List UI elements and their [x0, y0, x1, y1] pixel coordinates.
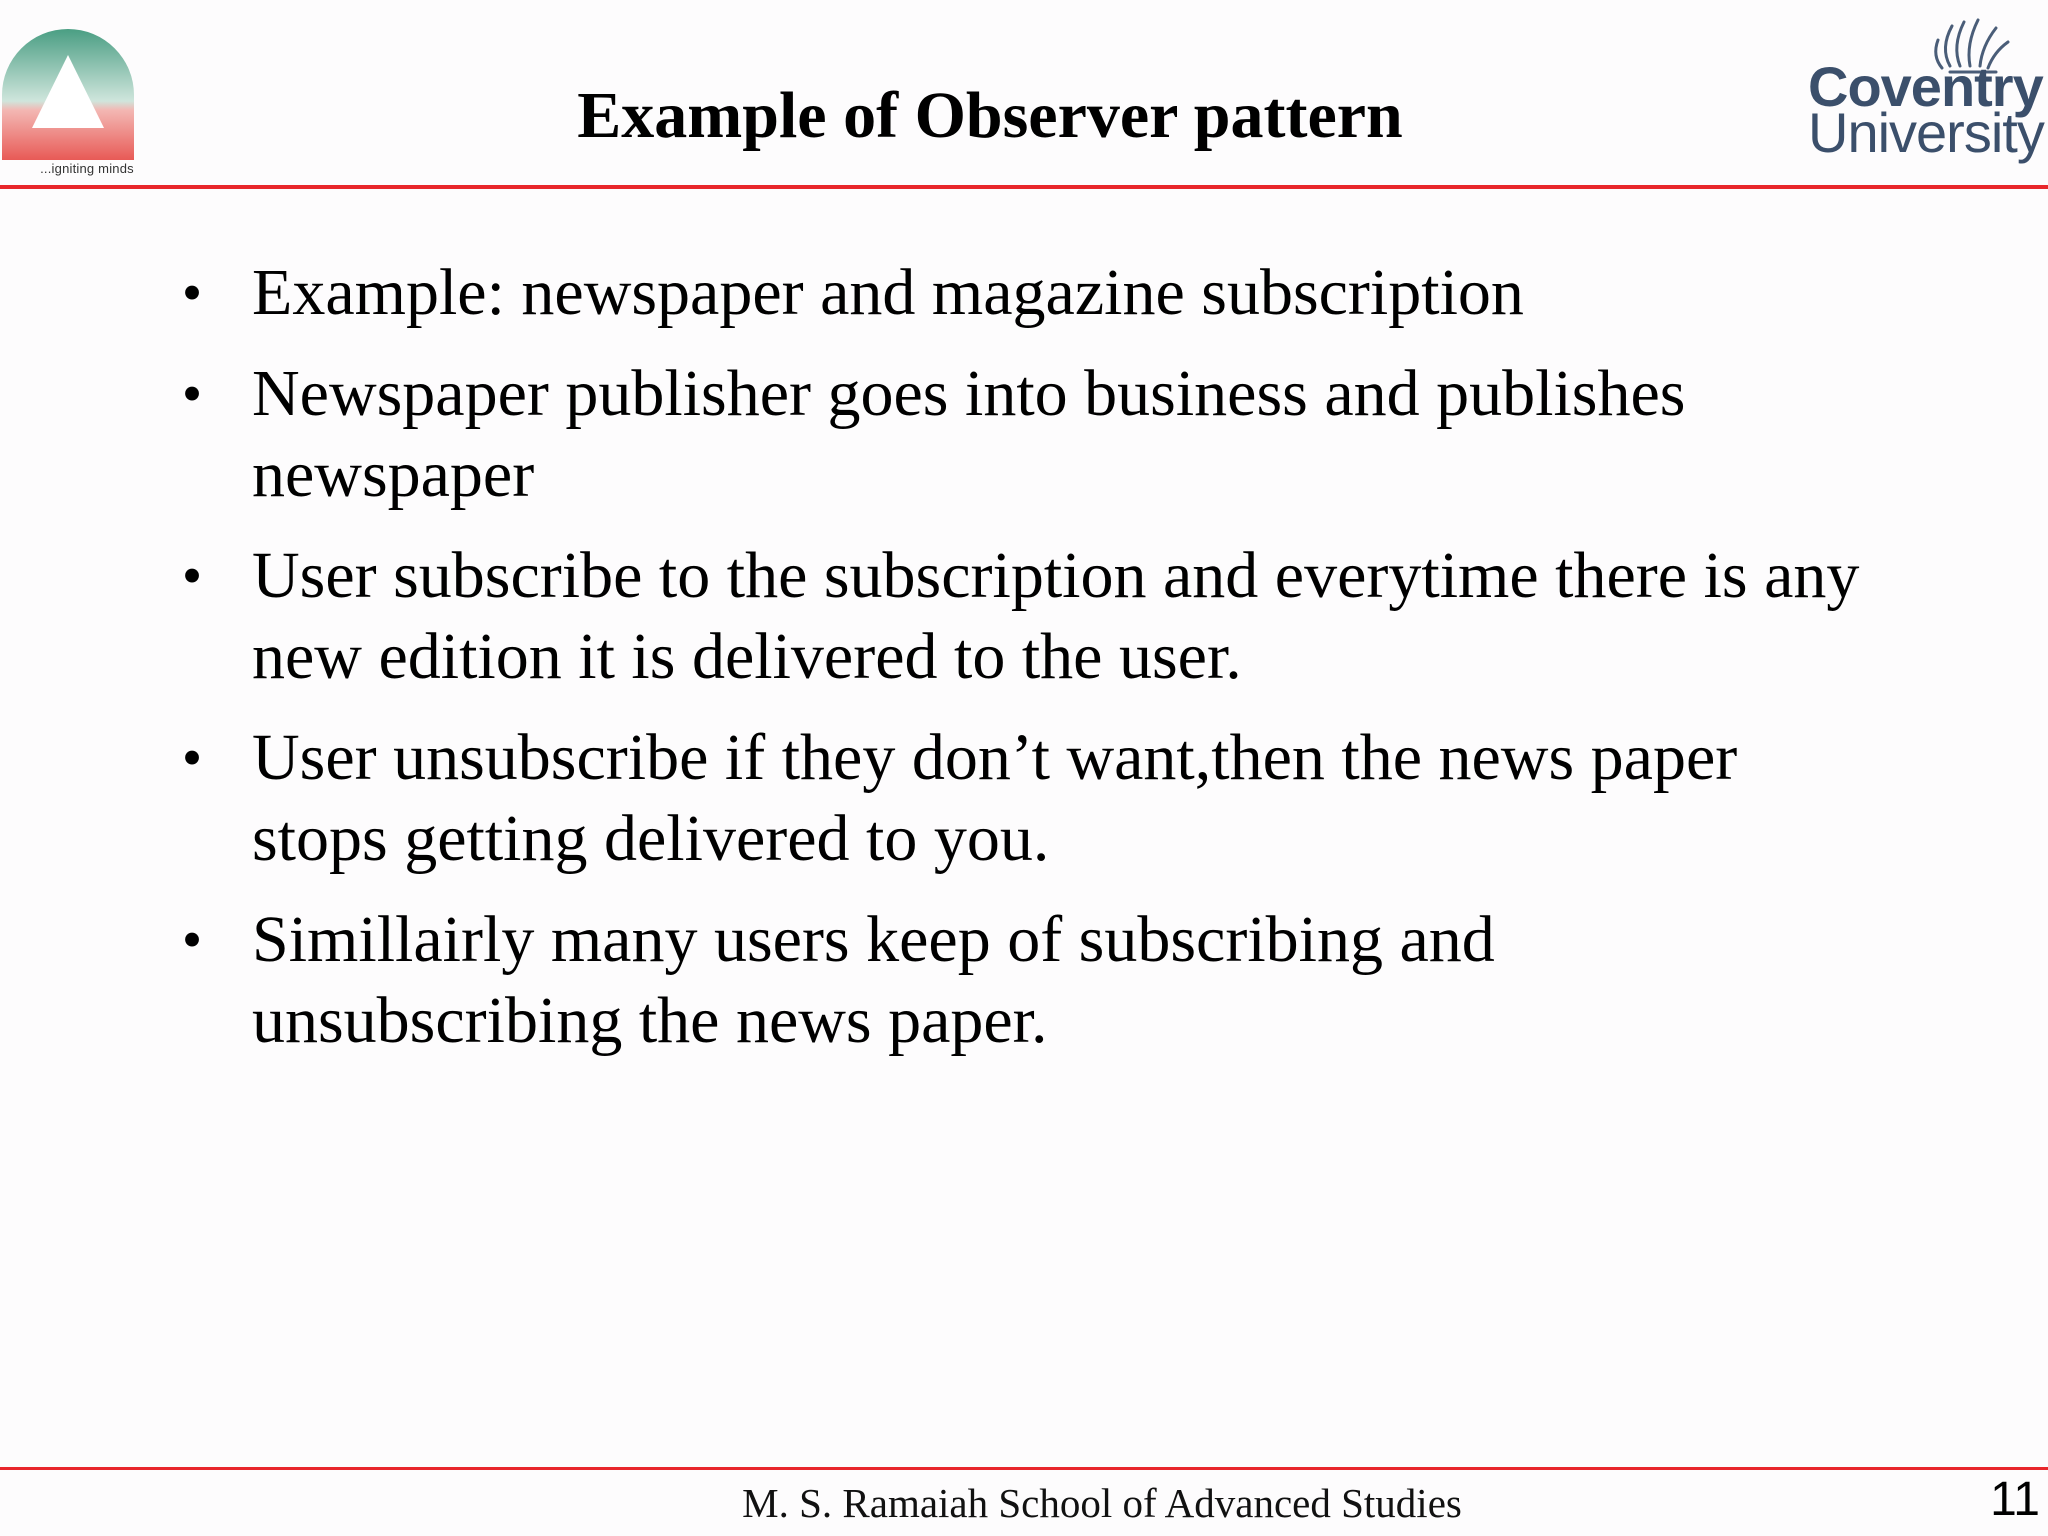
- university-name-line2: University: [1808, 101, 2044, 164]
- bullet-item: [170, 535, 1870, 697]
- bullet-icon: •: [181, 260, 203, 325]
- page-number: 11: [1990, 1473, 2040, 1526]
- bullet-icon: •: [181, 725, 203, 790]
- header-rule: [0, 185, 2048, 189]
- bullet-text: Example: newspaper and magazine subscription: [252, 256, 1524, 329]
- bullet-list: [170, 252, 1870, 1081]
- bullet-item: [170, 252, 1870, 333]
- bullet-icon: •: [181, 543, 203, 608]
- university-name-line1: Coventry: [1808, 55, 2043, 118]
- footer-institution: M. S. Ramaiah School of Advanced Studies: [742, 1480, 1462, 1526]
- bullet-text: Newspaper publisher goes into business and publishes newspaper: [252, 357, 1686, 511]
- bullet-icon: •: [181, 907, 203, 972]
- bullet-item: [170, 353, 1870, 515]
- bullet-item: [170, 717, 1870, 879]
- bullet-text: User subscribe to the subscription and everytime there is any new edition it is delivered to the user.: [252, 539, 1860, 693]
- logo-tagline: ...igniting minds: [40, 161, 134, 176]
- bullet-text: Simillairly many users keep of subscribing and unsubscribing the news paper.: [252, 903, 1495, 1057]
- slide-title: Example of Observer pattern: [577, 79, 1403, 152]
- bullet-item: [170, 899, 1870, 1061]
- footer-rule: [0, 1467, 2048, 1470]
- bullet-icon: •: [181, 361, 203, 426]
- bullet-text: User unsubscribe if they don’t want,then the news paper stops getting delivered to you.: [252, 721, 1738, 875]
- university-name: [1808, 55, 2044, 164]
